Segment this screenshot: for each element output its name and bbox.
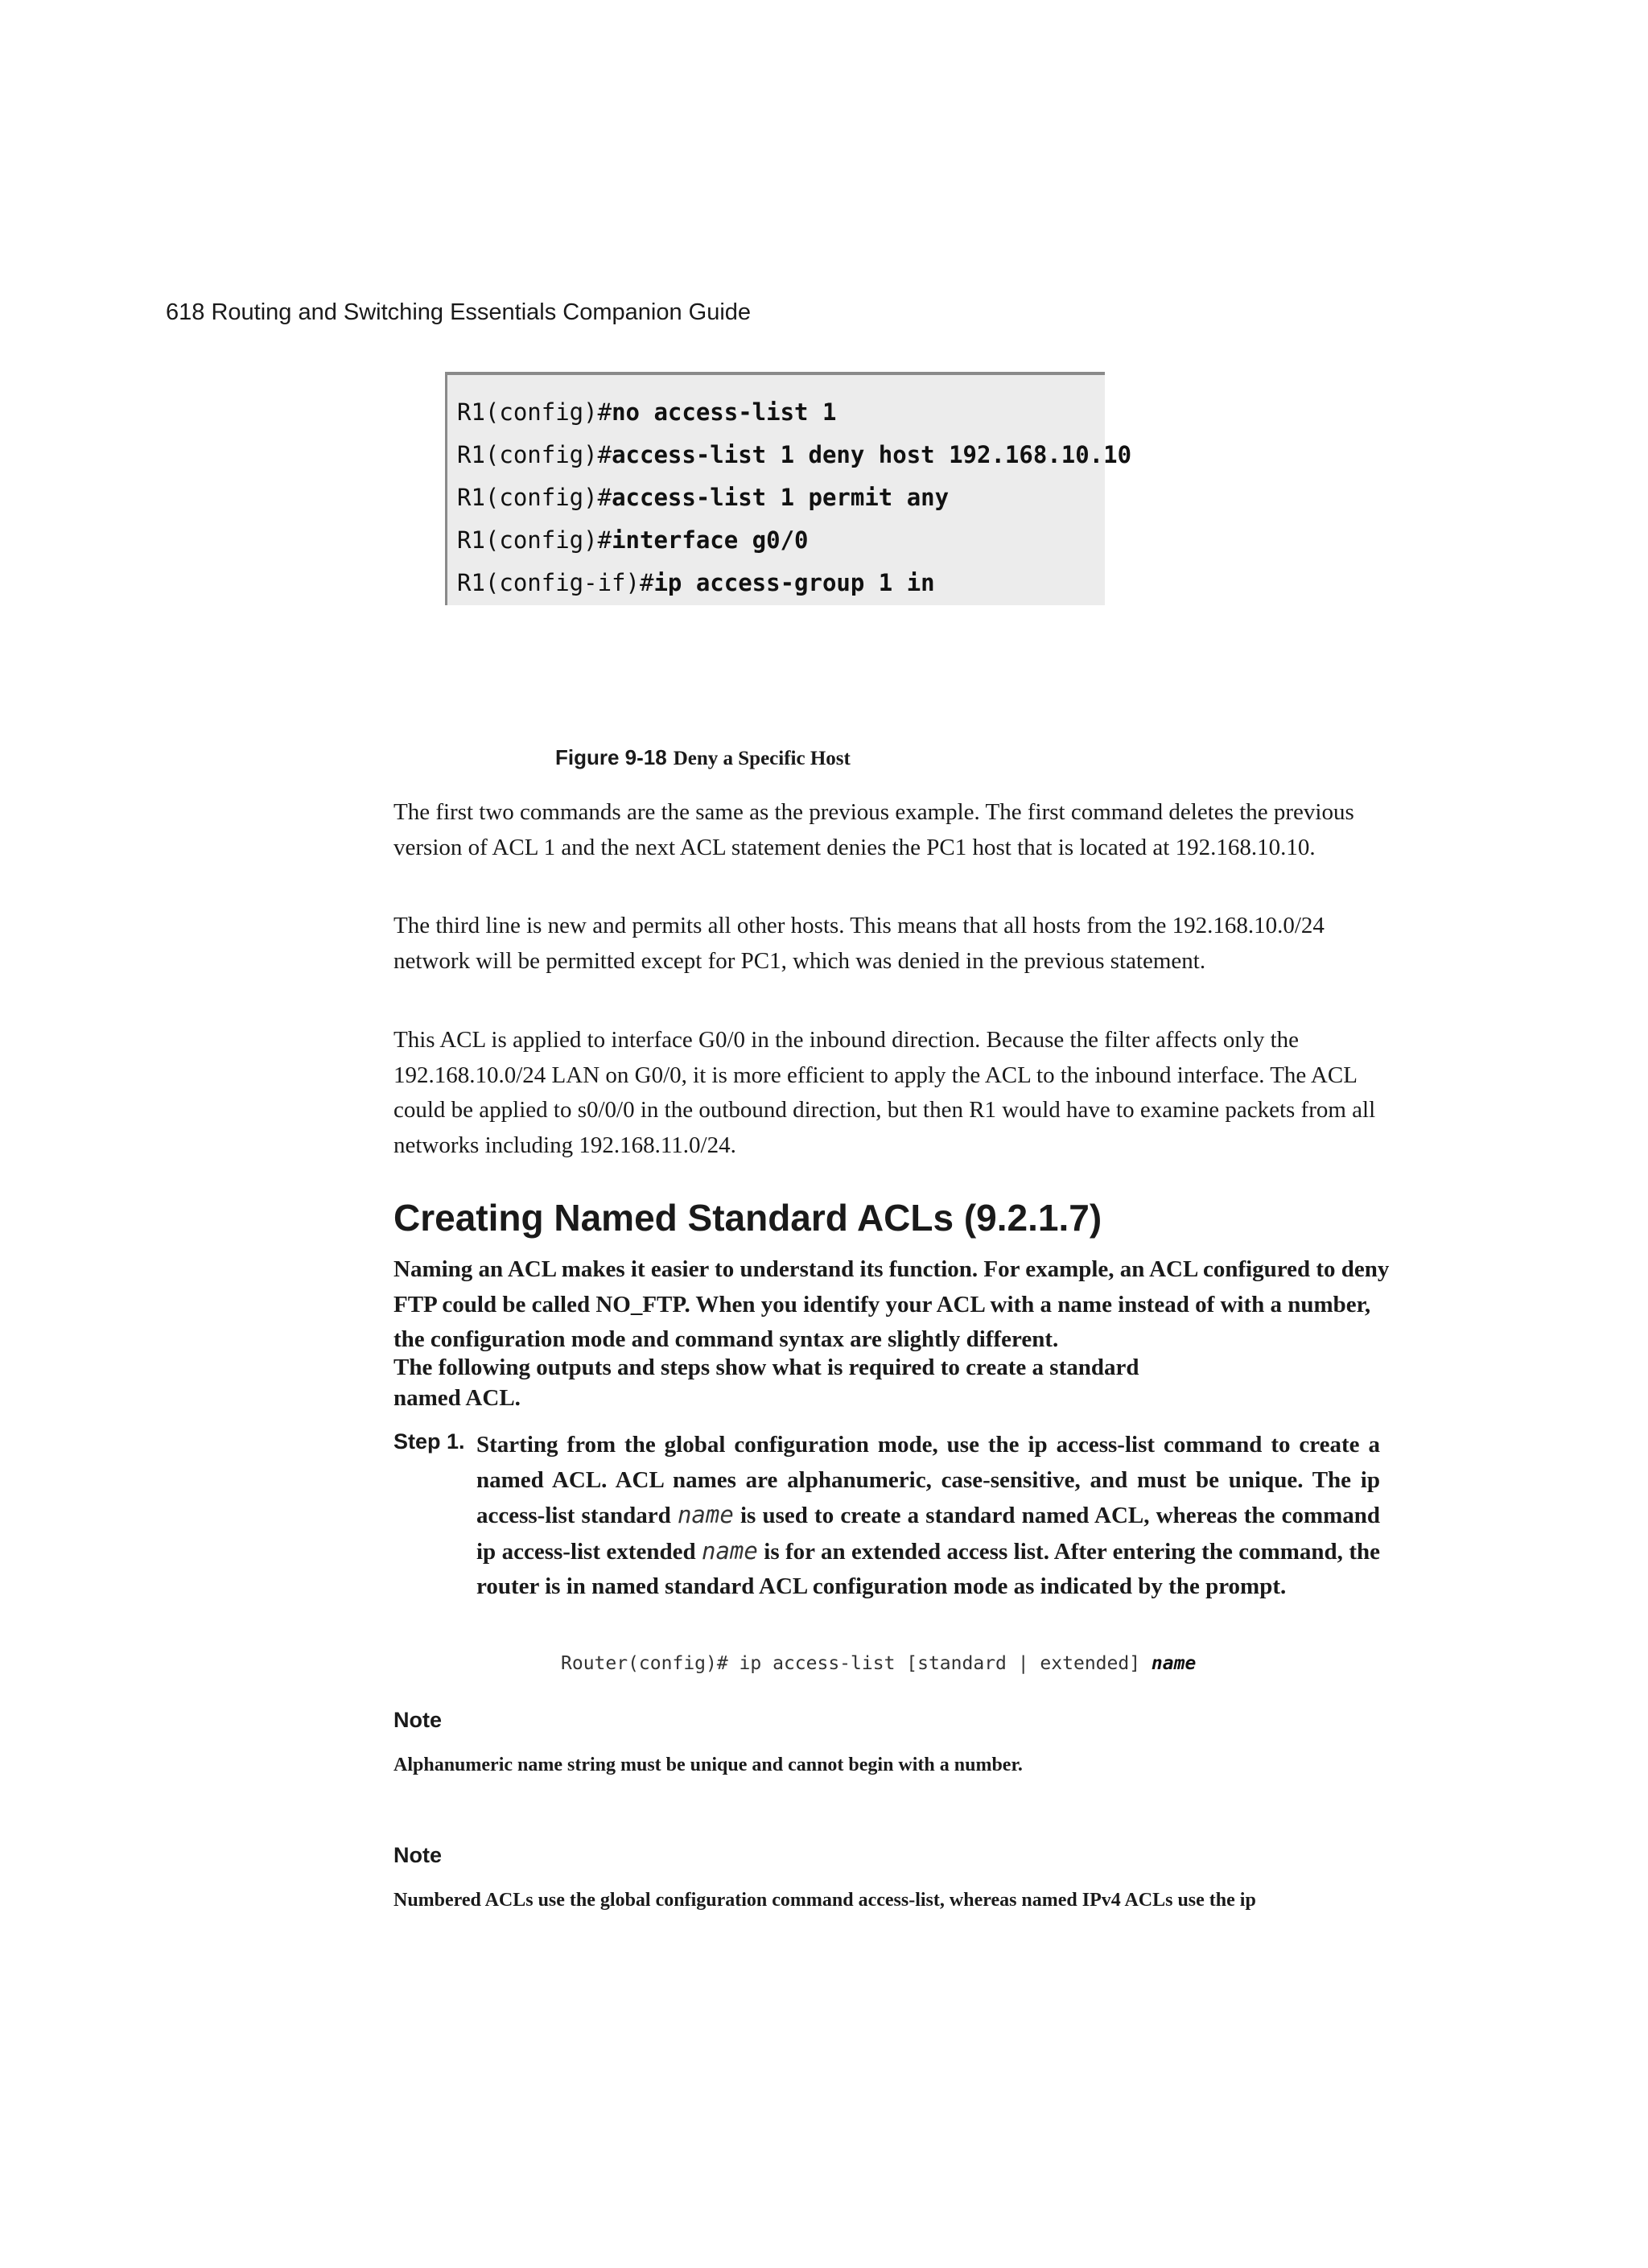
step-text-part: is used to create a standard named ACL, whereas the command ip access-list extended [476, 1503, 1381, 1565]
following-text: The following outputs and steps show what is required to create a standard named ACL. [393, 1355, 1139, 1411]
figure-title: Deny a Specific Host [673, 748, 851, 769]
figure-number: Figure 9-18 [555, 745, 667, 769]
cli-prompt: R1(config)# [457, 441, 612, 468]
body-paragraph [393, 1023, 1391, 1163]
cli-prompt: R1(config)# [457, 526, 612, 554]
cli-command: no access-list 1 [612, 398, 837, 426]
step-text-part: Starting from the global configuration mode, use the ip access-list command to create a named ACL. ACL names are alphanumeric, case-sensitive, and must be unique. The ip access-list standard [476, 1432, 1380, 1528]
cli-figure [445, 372, 1132, 605]
section-intro: Naming an ACL makes it easier to understand its function. For example, an ACL configured to deny FTP could be called NO_FTP. When you identify your ACL with a name instead of with a number, the configuration mode and command syntax are slightly different. [393, 1256, 1390, 1352]
figure-caption [555, 745, 851, 770]
command-syntax [561, 1653, 1196, 1674]
body-paragraph [393, 909, 1391, 979]
step-label: Step 1. [393, 1429, 465, 1454]
cli-line [457, 562, 1105, 604]
cli-command: access-list 1 permit any [612, 484, 950, 511]
note-label: Note [393, 1843, 442, 1867]
step-text-part: is for an extended access list. After entering the command, the router is in named standard ACL configuration mode as indicated by the prompt. [476, 1538, 1381, 1599]
name-argument: name [677, 1501, 734, 1528]
cli-line [457, 434, 1132, 476]
name-argument: name [702, 1536, 758, 1565]
paragraph-text: This ACL is applied to interface G0/0 in the inbound direction. Because the filter affects only the 192.168.10.0/24 LAN on G0/0, it is more efficient to apply the ACL to the inbound interface. The ACL could be applied to s0/0/0 in the outbound direction, but then R1 would have to examine packets from all networks including 192.168.11.0/24. [393, 1027, 1376, 1158]
paragraph-text: The third line is new and permits all other hosts. This means that all hosts from the 192.168.10.0/24 network will be permitted except for PC1, which was denied in the previous statement. [393, 913, 1325, 974]
section-heading: Creating Named Standard ACLs (9.2.1.7) [393, 1197, 1102, 1239]
cli-prompt: R1(config)# [457, 484, 612, 511]
cli-prompt: R1(config-if)# [457, 569, 654, 596]
section-following [393, 1352, 1391, 1413]
note-text: Numbered ACLs use the global configuration command access-list, whereas named IPv4 ACLs use the ip [393, 1890, 1256, 1911]
note-label: Note [393, 1708, 442, 1732]
cli-command: interface g0/0 [612, 526, 809, 554]
cli-command: ip access-group 1 in [653, 569, 935, 596]
note-text: Alphanumeric name string must be unique and cannot begin with a number. [393, 1755, 1023, 1775]
running-header: 618 Routing and Switching Essentials Companion Guide [166, 299, 752, 325]
cli-line [457, 519, 1105, 562]
paragraph-text: The first two commands are the same as the previous example. The first command deletes the previous version of ACL 1 and the next ACL statement denies the PC1 host that is located at 192.168.10.10. [393, 799, 1354, 860]
body-paragraph [393, 795, 1391, 865]
cli-line [457, 476, 1105, 519]
syntax-name-argument: name [1151, 1653, 1197, 1674]
cli-prompt: R1(config)# [457, 398, 612, 426]
step-text [476, 1428, 1380, 1605]
cli-line [457, 391, 1105, 434]
cli-command: access-list 1 deny host 192.168.10.10 [612, 441, 1132, 468]
syntax-text: Router(config)# ip access-list [standard | extended] [561, 1653, 1141, 1674]
